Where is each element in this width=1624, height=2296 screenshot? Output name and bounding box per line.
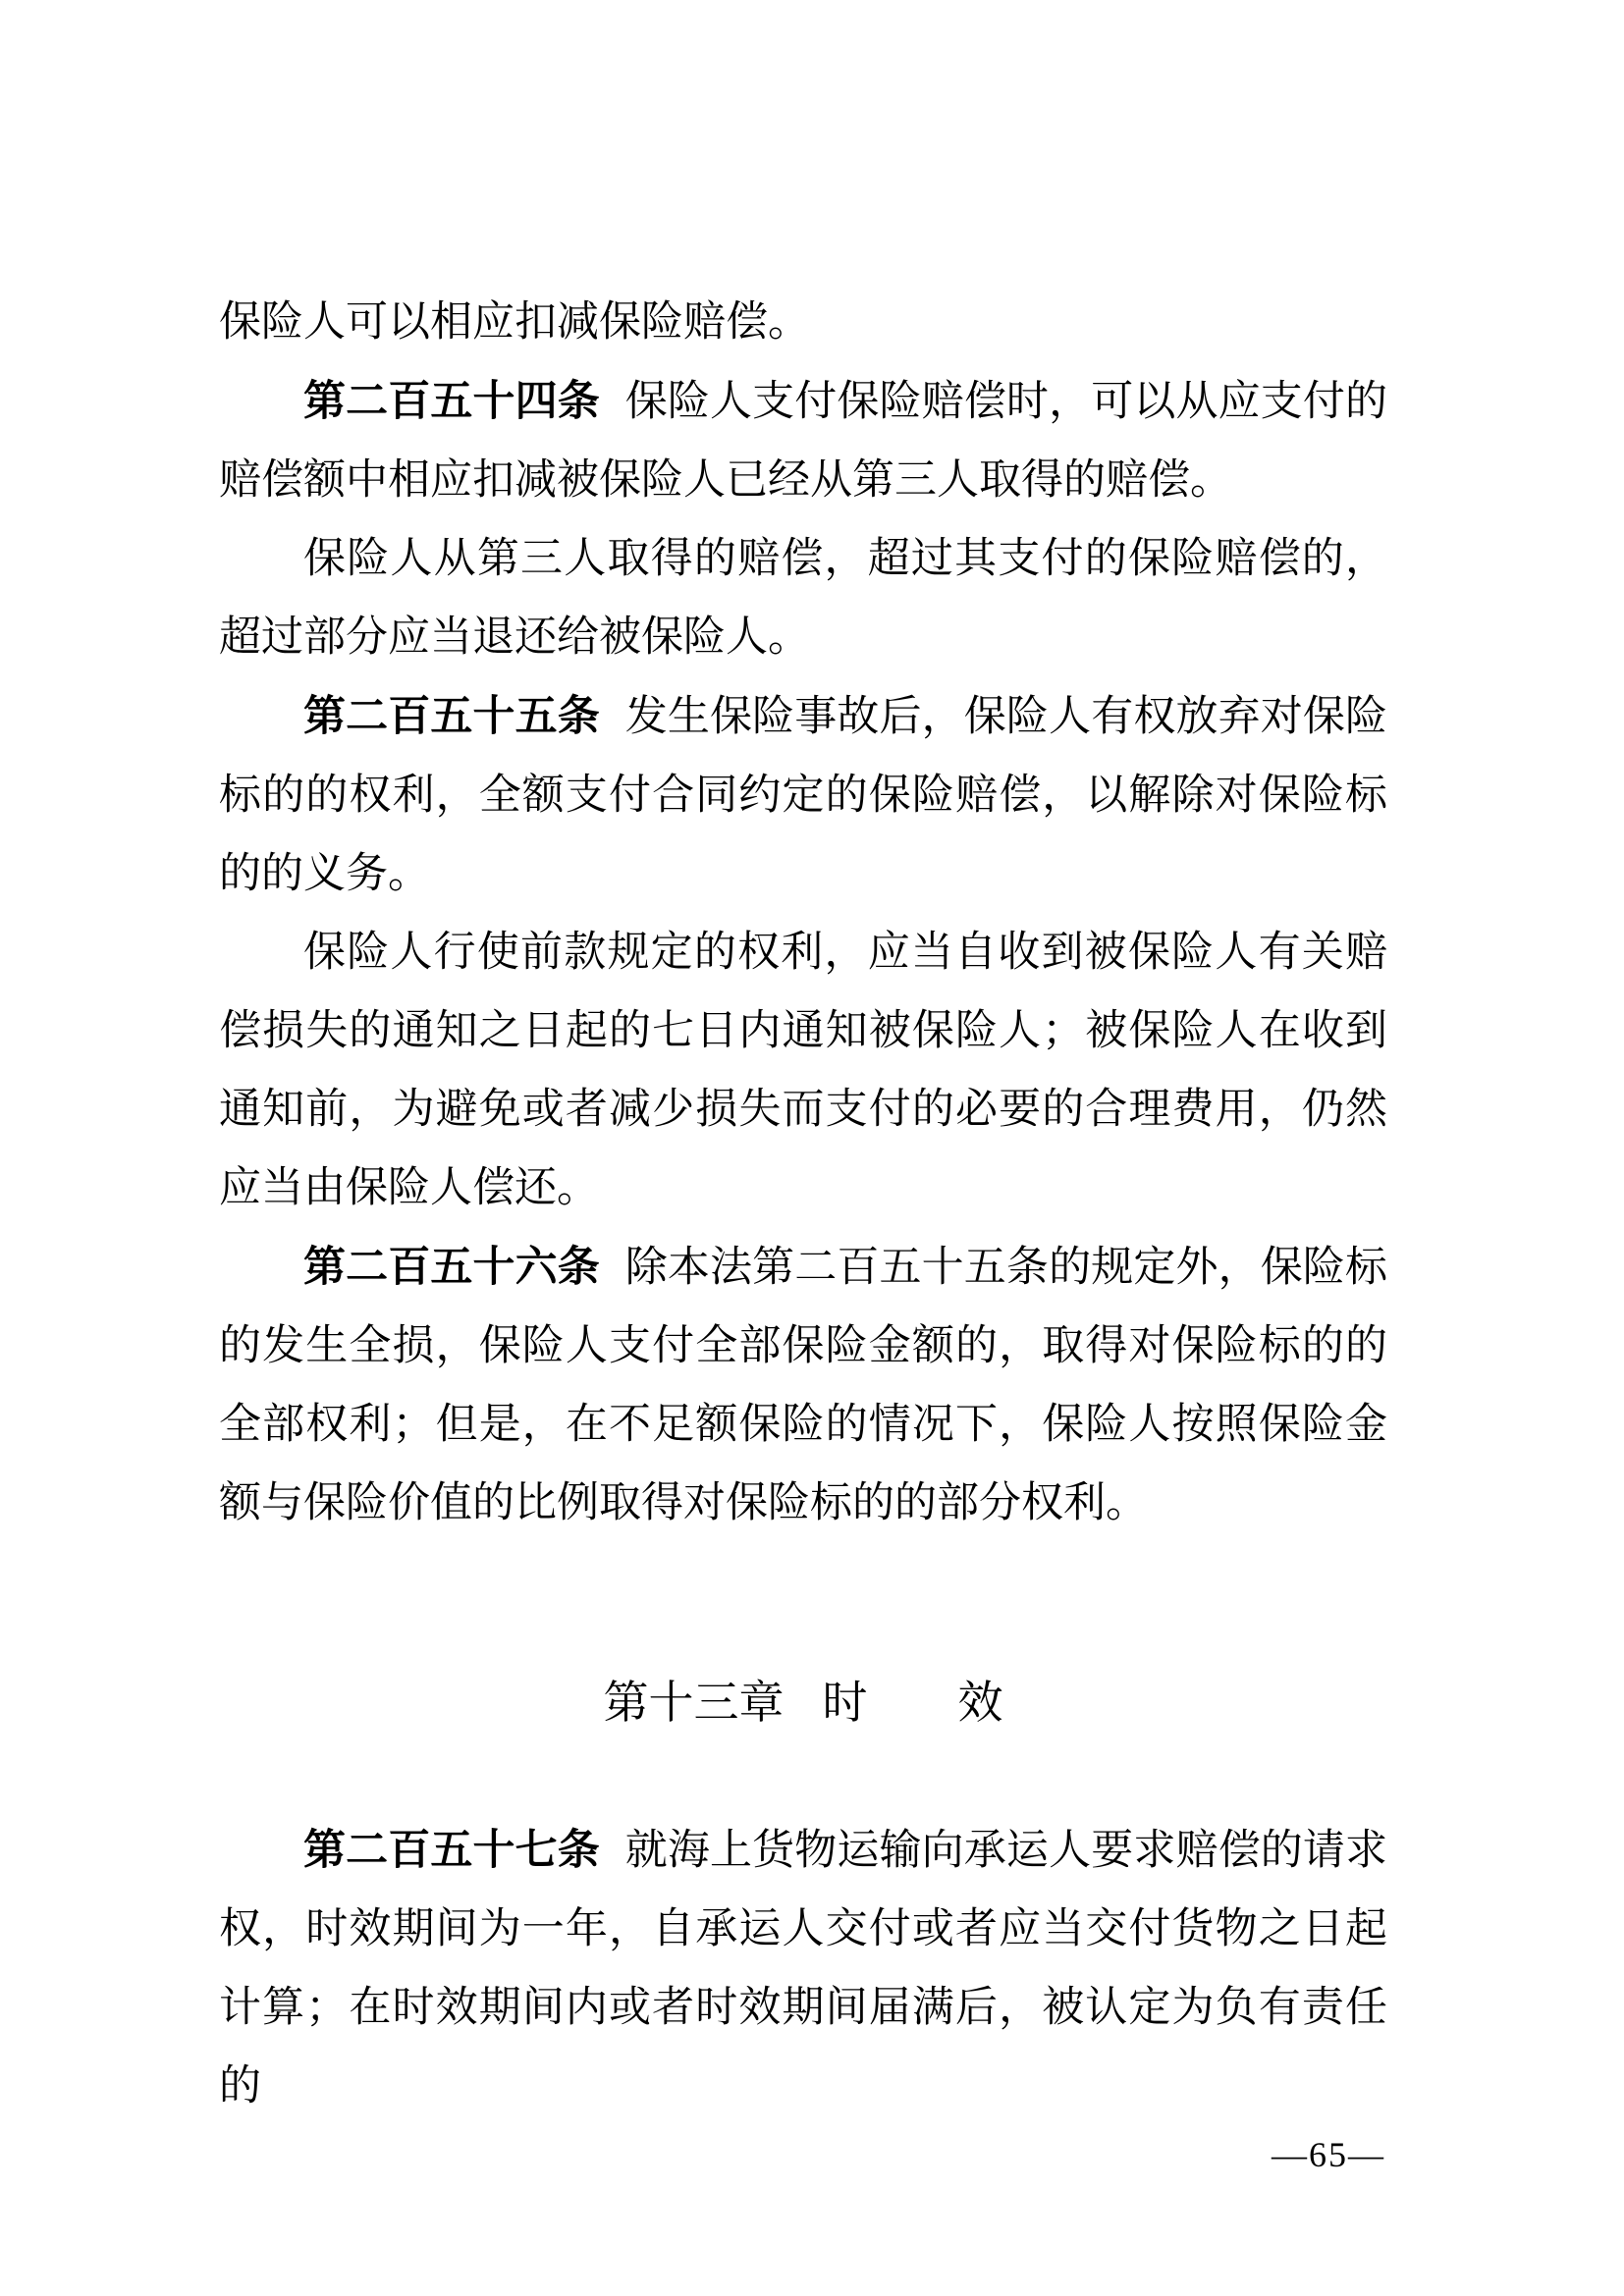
paragraph-continuation: 保险人可以相应扣减保险赔偿。 xyxy=(219,299,810,346)
chapter-number: 第十三章 xyxy=(603,1677,785,1728)
article-number: 第二百五十六条 xyxy=(303,1244,600,1291)
article-paragraph-254 xyxy=(219,362,1387,520)
article-number: 第二百五十四条 xyxy=(303,378,600,425)
article-paragraph-256 xyxy=(219,1228,1387,1543)
article-text: 保险人支付保险赔偿时，可以从应支付的赔偿额中相应扣减被保险人已经从第三人取得的赔偿。 xyxy=(219,379,1388,504)
chapter-title-char: 时 xyxy=(822,1677,868,1728)
paragraph: 保险人行使前款规定的权利，应当自收到被保险人有关赔偿损失的通知之日起的七日内通知被保险人；被保险人在收到通知前，为避免或者减少损失而支付的必要的合理费用，仍然应当由保险人偿还。 xyxy=(219,930,1387,1211)
chapter-title-char: 效 xyxy=(957,1677,1003,1728)
article-text: 除本法第二百五十五条的规定外，保险标的发生全损，保险人支付全部保险金额的，取得对保险标的的全部权利；但是，在不足额保险的情况下，保险人按照保险金额与保险价值的比例取得对保险标的的部分权利。 xyxy=(219,1245,1388,1526)
article-text: 就海上货物运输向承运人要求赔偿的请求权，时效期间为一年，自承运人交付或者应当交付货物之日起计算；在时效期间内或者时效期间届满后，被认定为负有责任的 xyxy=(219,1828,1388,2109)
article-paragraph-255 xyxy=(219,677,1387,914)
paragraph: 保险人从第三人取得的赔偿，超过其支付的保险赔偿的，超过部分应当退还给被保险人。 xyxy=(219,536,1387,661)
article-paragraph-257 xyxy=(219,1811,1387,2126)
chapter-heading xyxy=(219,1663,1387,1741)
page-content xyxy=(219,284,1387,2175)
page-number: —65— xyxy=(1272,2135,1385,2174)
article-number: 第二百五十五条 xyxy=(303,693,600,740)
article-number: 第二百五十七条 xyxy=(303,1827,600,1874)
article-text: 发生保险事故后，保险人有权放弃对保险标的的权利，全额支付合同约定的保险赔偿，以解除对保险标的的义务。 xyxy=(219,694,1388,897)
